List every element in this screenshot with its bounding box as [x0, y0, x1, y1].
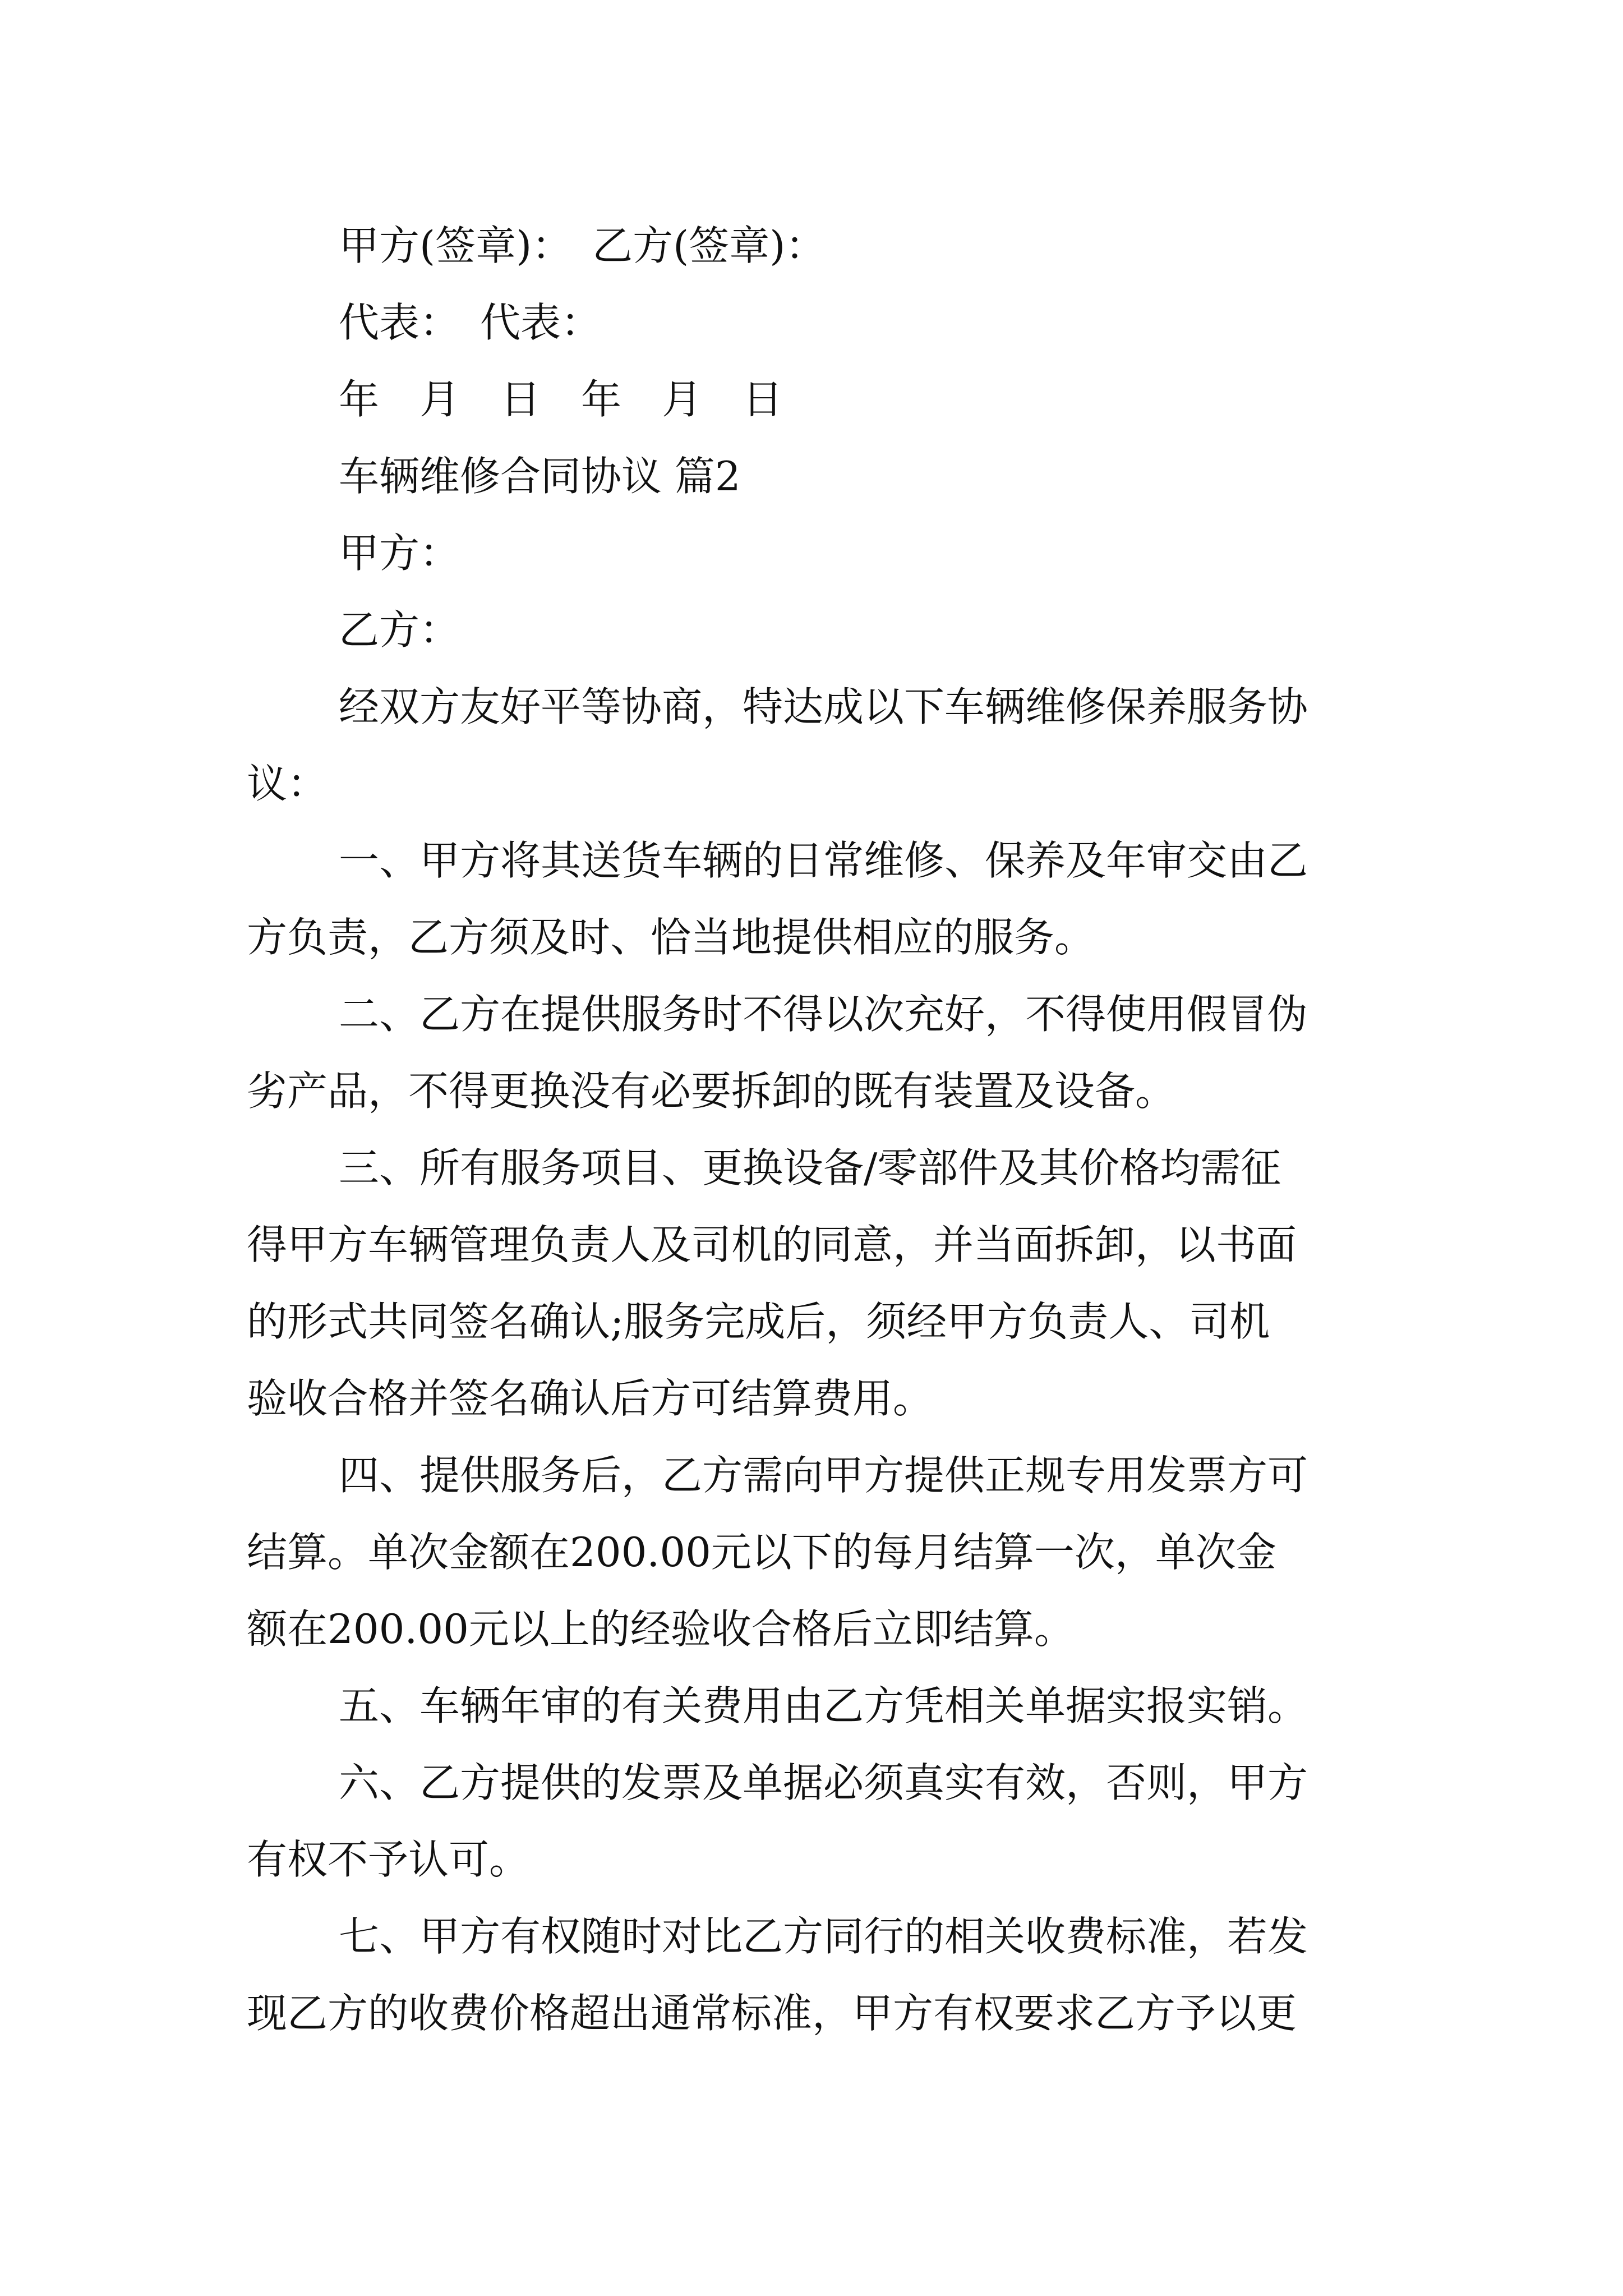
clause-7-line-2: 现乙方的收费价格超出通常标准，甲方有权要求乙方予以更 [247, 1990, 1297, 2037]
clause-6-line-1: 六、乙方提供的发票及单据必须真实有效，否则，甲方 [339, 1759, 1308, 1806]
intro-line-1: 经双方友好平等协商，特达成以下车辆维修保养服务协 [339, 683, 1308, 730]
party-a-label: 甲方： [339, 530, 460, 577]
section-title: 车辆维修合同协议 篇2 [339, 453, 741, 500]
clause-5-line-1: 五、车辆年审的有关费用由乙方凭相关单据实报实销。 [339, 1682, 1308, 1729]
clause-4-line-2: 结算。单次金额在200.00元以下的每月结算一次，单次金 [247, 1529, 1276, 1576]
clause-7-line-1: 七、甲方有权随时对比乙方同行的相关收费标准，若发 [339, 1913, 1308, 1960]
representative-line: 代表： 代表： [339, 299, 602, 346]
clause-6-line-2: 有权不予认可。 [247, 1836, 530, 1883]
clause-3-line-1: 三、所有服务项目、更换设备/零部件及其价格均需征 [339, 1144, 1281, 1191]
clause-3-line-2: 得甲方车辆管理负责人及司机的同意，并当面拆卸，以书面 [247, 1221, 1297, 1268]
clause-1-line-1: 一、甲方将其送货车辆的日常维修、保养及年审交由乙 [339, 837, 1308, 884]
clause-3-line-4: 验收合格并签名确认后方可结算费用。 [247, 1375, 934, 1422]
clause-4-line-3: 额在200.00元以上的经验收合格后立即结算。 [247, 1605, 1075, 1653]
clause-3-line-3: 的形式共同签名确认;服务完成后，须经甲方负责人、司机 [247, 1298, 1270, 1345]
signature-line: 甲方(签章)： 乙方(签章)： [339, 222, 826, 269]
clause-2-line-2: 劣产品，不得更换没有必要拆卸的既有装置及设备。 [247, 1068, 1176, 1115]
clause-4-line-1: 四、提供服务后，乙方需向甲方提供正规专用发票方可 [339, 1452, 1308, 1499]
intro-line-2: 议： [247, 760, 328, 807]
date-line: 年 月 日 年 月 日 [339, 376, 783, 423]
clause-1-line-2: 方负责，乙方须及时、恰当地提供相应的服务。 [247, 914, 1095, 961]
party-b-label: 乙方： [339, 606, 460, 654]
clause-2-line-1: 二、乙方在提供服务时不得以次充好，不得使用假冒伪 [339, 991, 1308, 1038]
